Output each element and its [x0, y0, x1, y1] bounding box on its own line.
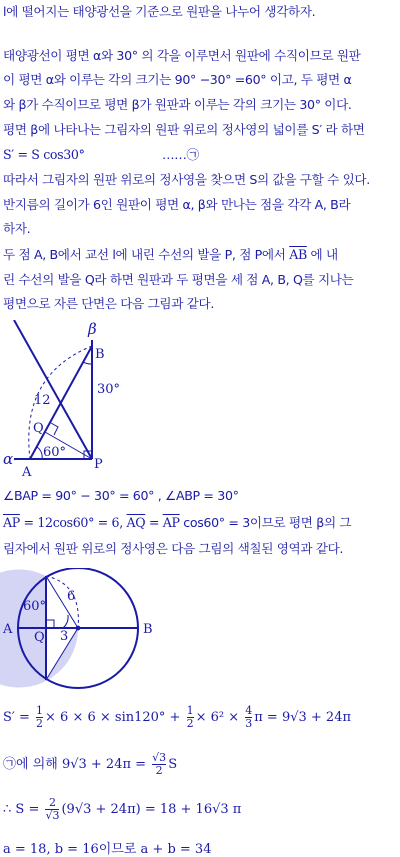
equation-solution-part-1: ∴ S =: [3, 802, 44, 817]
line-9: 하자.: [3, 221, 31, 236]
fraction-denominator: 2: [186, 717, 194, 730]
line-10-part-1: 두 점 A, B에서 교선 l에 내린 수선의 발을 P, 점 P에서: [3, 247, 290, 262]
equation-area: [3, 705, 351, 730]
segment-ap: $\overline{AP}$: [3, 515, 20, 530]
equation-marker-1: ……㉠: [162, 147, 199, 162]
fraction-numerator: 2: [48, 796, 56, 809]
label-b: B: [143, 622, 153, 637]
line-5: 평면 β에 나타나는 그림자의 원판 위로의 정사영의 넓이를 S′ 라 하면: [3, 122, 365, 137]
equation-relation: [3, 752, 177, 777]
label-angle-30: 30°: [97, 382, 121, 397]
line-7: 따라서 그림자의 원판 위로의 정사영을 찾으면 S의 값을 구할 수 있다.: [3, 172, 370, 187]
line-3: 이 평면 α와 이루는 각의 크기는 90° −30° =60° 이고, 두 평면 α: [3, 72, 352, 87]
fraction-root3-over-2: [152, 752, 166, 777]
fraction-denominator: 2: [36, 717, 44, 730]
equation-area-part-1: S′ =: [3, 710, 35, 725]
equation-s-prime: S′ = S cos30°: [3, 147, 85, 162]
final-answer: a = 18, b = 16이므로 a + b = 34: [3, 842, 212, 857]
fraction-one-half-2: [187, 705, 194, 730]
line-10-part-2: 에 내: [306, 247, 338, 262]
fraction-numerator: 1: [186, 704, 194, 717]
label-distance-3: 3: [60, 629, 69, 644]
arc-angle-60: [63, 615, 68, 628]
label-length-12: 12: [34, 393, 51, 408]
line-10: [3, 243, 397, 266]
fraction-denominator: 2: [152, 764, 166, 777]
line-12: 평면으로 자른 단면은 다음 그림과 같다.: [3, 296, 214, 311]
plane-alpha-line: [14, 320, 92, 459]
arc-angle-60: [37, 447, 42, 459]
line-8: 반지름의 길이가 6인 원판이 평면 α, β와 만나는 점을 각각 A, B라: [3, 197, 351, 212]
equation-area-part-2: × 6 × 6 × sin120° +: [45, 710, 185, 725]
equation-area-part-3: × 6² ×: [195, 710, 244, 725]
fraction-2-over-root3: [45, 797, 59, 822]
arc-angle-30: [83, 362, 92, 364]
right-angle-mark-q: [51, 423, 58, 435]
label-a: A: [22, 465, 32, 480]
label-b: B: [95, 347, 105, 362]
line-11: 린 수선의 발을 Q라 하면 원판과 두 평면을 세 점 A, B, Q를 지나는: [3, 272, 354, 287]
fraction-denominator: √3: [45, 809, 60, 822]
label-beta: β: [88, 320, 97, 338]
equation-solution: [3, 797, 241, 822]
fraction-one-half: [36, 705, 43, 730]
line-14-part-3: cos60° = 3이므로 평면 β의 그: [179, 515, 352, 530]
line-2: 태양광선이 평면 α와 30° 의 각을 이루면서 원판에 수직이므로 원판: [3, 48, 361, 63]
label-q: Q: [34, 630, 45, 645]
line-13: ∠BAP = 90° − 30° = 60° , ∠ABP = 30°: [3, 488, 239, 503]
equation-relation-part-1: ㉠에 의해 9√3 + 24π =: [3, 757, 151, 772]
segment-ap-2: $\overline{AP}$: [162, 515, 180, 530]
line-1: l에 떨어지는 태양광선을 기준으로 원판을 나누어 생각하자.: [3, 4, 316, 19]
label-angle-60: 60°: [43, 445, 67, 460]
equation-solution-part-2: (9√3 + 24π) = 18 + 16√3 π: [61, 802, 242, 817]
segment-ab: $\overline{AB}$: [289, 247, 307, 262]
label-a: A: [3, 622, 13, 637]
line-4: 와 β가 수직이므로 평면 β가 원판과 이루는 각의 크기는 30° 이다.: [3, 97, 352, 112]
equation-relation-part-2: S: [168, 757, 178, 772]
label-alpha: α: [3, 450, 14, 468]
figure-cross-section: [0, 320, 400, 480]
fraction-numerator: 4: [245, 704, 253, 717]
line-14-part-1: = 12cos60° = 6,: [19, 515, 127, 530]
label-p: P: [94, 457, 103, 472]
segment-aq: $\overline{AQ}$: [126, 515, 146, 530]
equation-area-part-4: π = 9√3 + 24π: [254, 710, 352, 725]
fraction-numerator: √3: [152, 751, 167, 764]
fraction-denominator: 3: [245, 717, 253, 730]
fraction-four-thirds: [245, 705, 252, 730]
figure-disk-projection: [0, 568, 400, 690]
label-angle-60: 60°: [23, 599, 47, 614]
fraction-numerator: 1: [36, 704, 44, 717]
label-radius-6: 6: [67, 589, 76, 604]
right-angle-mark: [46, 620, 54, 628]
label-q: Q: [33, 421, 44, 436]
line-15: 림자에서 원판 위로의 정사영은 다음 그림의 색칠된 영역과 같다.: [3, 541, 344, 556]
line-14-part-2: =: [145, 515, 163, 530]
line-14: [3, 511, 397, 534]
center-point: [76, 626, 81, 631]
